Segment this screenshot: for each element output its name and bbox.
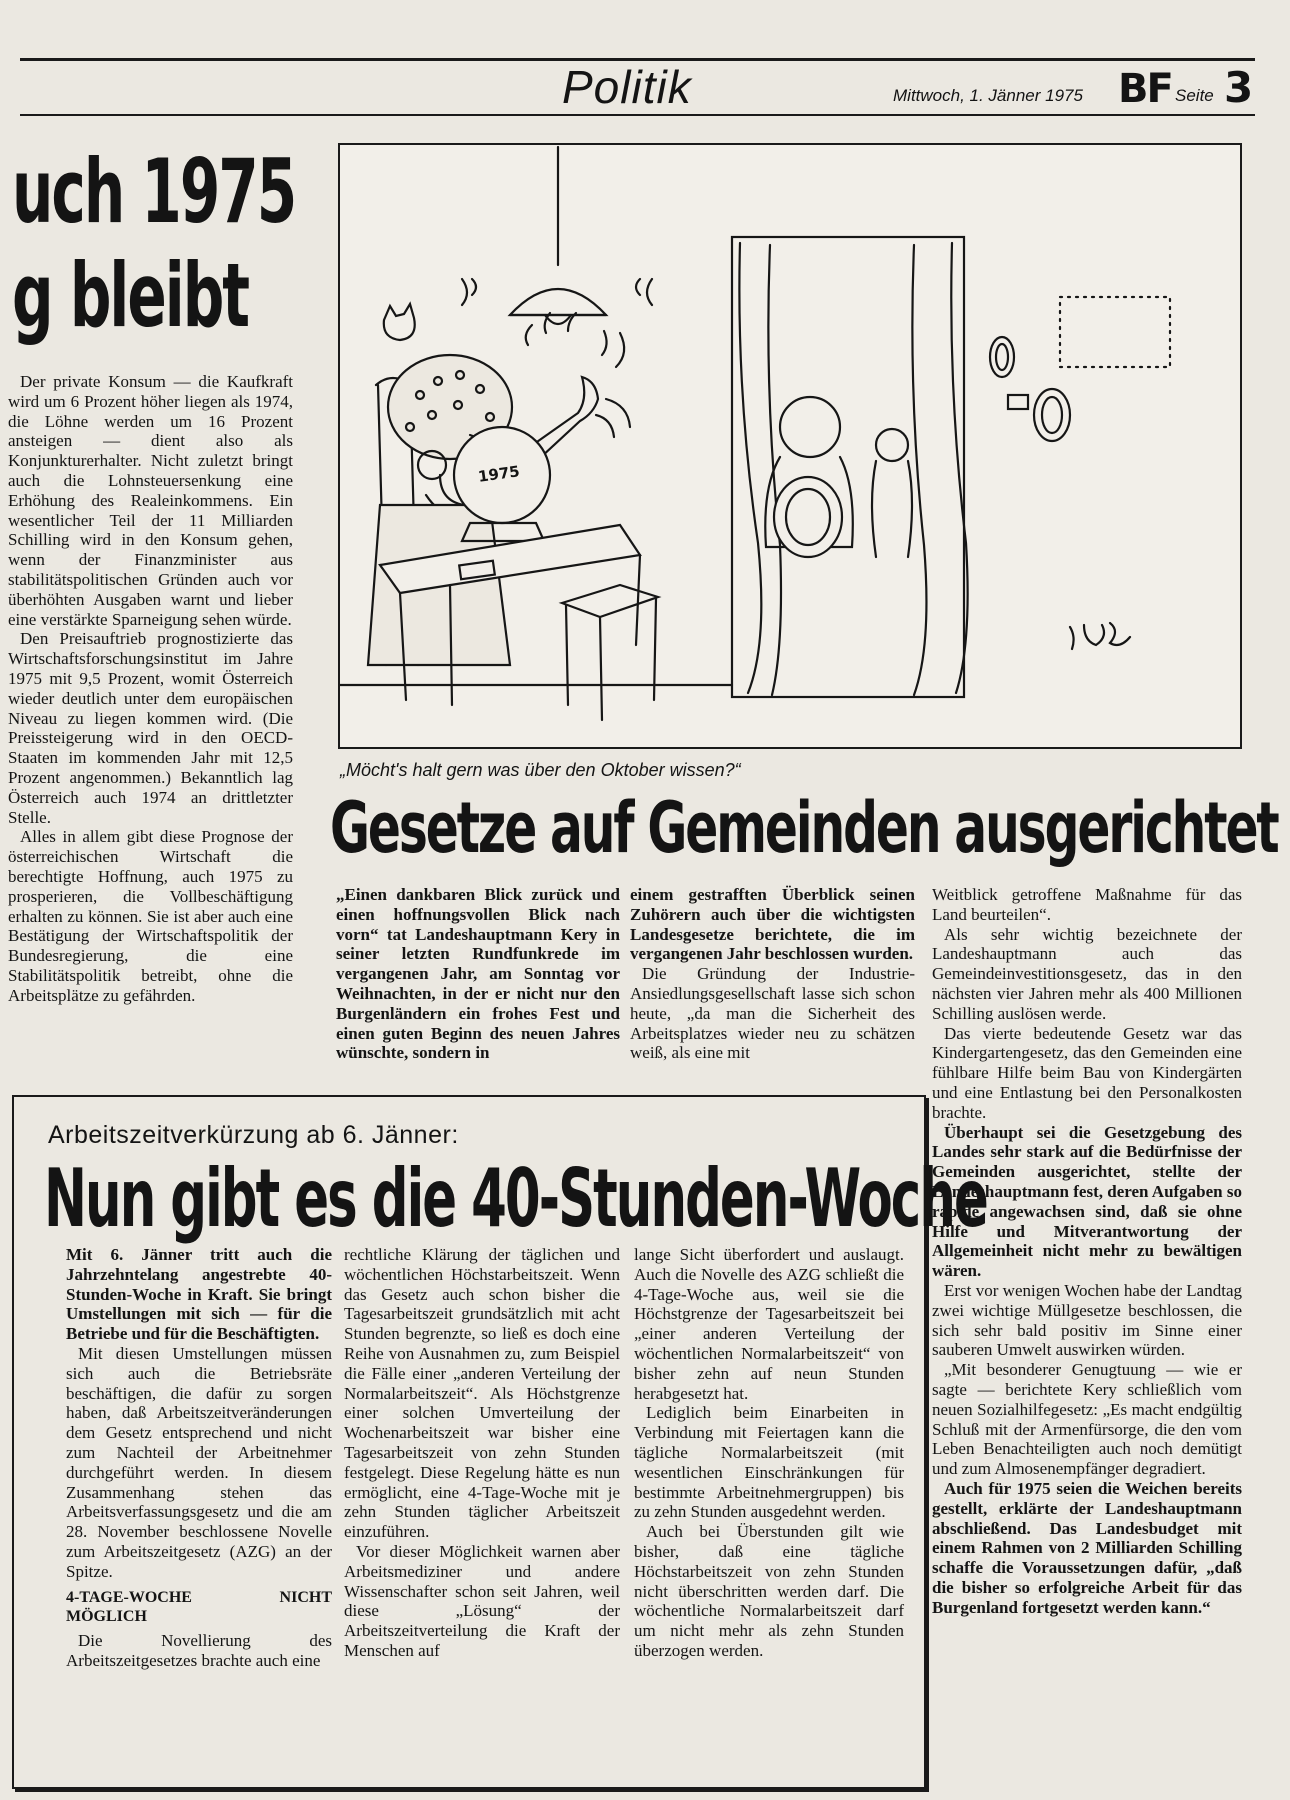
- gemeinden-column-2: [630, 885, 915, 1063]
- paragraph: „Einen dankbaren Blick zurück und einen hoffnungsvollen Blick nach vorn“ tat Landeshauptmann Kery in seiner letzten Rundfunkrede im vergangenen Jahr, am Sonntag vor Weihnachten, in der er nicht nur den Burgenländern ein frohes Fest und einen guten Beginn des neuen Jahres wünschte, sondern in: [336, 885, 620, 1063]
- crystal-ball-label: 1975: [476, 462, 521, 486]
- woche-column-3: [634, 1245, 904, 1661]
- paragraph: Erst vor wenigen Wochen habe der Landtag zwei wichtige Müllgesetze beschlossen, die sich sehr bald positiv im Sinne einer sauberen Umwelt auswirken würden.: [932, 1280, 1242, 1360]
- left-article: [0, 140, 300, 1080]
- issue-date: Mittwoch, 1. Jänner 1975: [893, 86, 1083, 105]
- paragraph: Alles in allem gibt diese Prognose der österreichischen Wirtschaft die berechtigte Hoffnung, auch 1975 zu prosperieren, die Vollbeschäftigung erhalten zu können. Sie ist aber auch eine Bestätigung der Wirtschaftspolitik der Bundesregierung, die eine Stabilitätspolitik betreibt, ohne die Arbeitsplätze zu gefährden.: [8, 827, 293, 1005]
- paragraph: Den Preisauftrieb prognostizierte das Wirtschaftsforschungsinstitut im Jahre 1975 mit 9,5 Prozent, womit Österreich wieder deutlich unter dem europäischen Niveau zu liegen kommen wird. (Die Preissteigerung wird in den OECD-Staaten im kommenden Jahr mit 12,5 Prozent angenommen.) Bekanntlich lag Österreich auch 1974 an drittletzter Stelle.: [8, 629, 293, 827]
- section-title: Politik: [562, 61, 692, 113]
- header-bottom-rule: [20, 114, 1255, 116]
- gemeinden-column-1: [336, 885, 620, 1063]
- paragraph: Auch bei Überstunden gilt wie bisher, daß eine tägliche Höchstarbeitszeit von zehn Stunden nicht überschritten werden darf. Die wöchentliche Normalarbeitszeit darf um nicht mehr als zehn Stunden überzogen werden.: [634, 1522, 904, 1660]
- paragraph: Der private Konsum — die Kaufkraft wird um 6 Prozent höher liegen als 1974, die Löhne werden um 16 Prozent ansteigen — dient also als Konjunkturerhalter. Nicht zuletzt bringt auch die Lohnsteuersenkung eine Erhöhung des Realeinkommens. Ein wesentlicher Teil der 11 Milliarden Schilling wird in den Konsum gehen, wenn der Finanzminister aus stabilitätspolitischen Gründen auch vor überhöhten Ausgaben warnt und lieber eine verstärkte Sparneigung sehen würde.: [8, 372, 293, 629]
- page-number: 3: [1224, 63, 1254, 112]
- page-label: Seite: [1175, 86, 1214, 105]
- paragraph: Vor dieser Möglichkeit warnen aber Arbeitsmediziner und andere Wissenschafter schon seit Jahren, weil diese „Lösung“ der Arbeitszeitverteilung die Kraft der Menschen auf: [344, 1541, 620, 1660]
- woche-headline: Nun gibt es die 40-Stunden-Woche: [44, 1152, 987, 1245]
- subheading: 4-TAGE-WOCHE NICHT MÖGLICH: [66, 1588, 332, 1626]
- paragraph: Mit 6. Jänner tritt auch die Jahrzehntelang angestrebte 40-Stunden-Woche in Kraft. Sie bringt Umstellungen mit sich — für die Betriebe und für die Beschäftigten.: [66, 1245, 332, 1344]
- woche-column-2: [344, 1245, 620, 1661]
- newspaper-logo: BF: [1118, 66, 1172, 112]
- left-headline-line1: uch 1975: [12, 140, 296, 243]
- paragraph: einem gestrafften Überblick seinen Zuhörern auch über die wichtigsten Landesgesetze berichtete, die im vergangenen Jahr beschlossen wurden.: [630, 885, 915, 964]
- woche-kicker: Arbeitszeitverkürzung ab 6. Jänner:: [48, 1121, 459, 1149]
- paragraph: Die Novellierung des Arbeitszeitgesetzes brachte auch eine: [66, 1631, 332, 1670]
- paragraph: Überhaupt sei die Gesetzgebung des Landes sehr stark auf die Bedürfnisse der Gemeinden ausgerichtet, stellte der Landeshauptmann fest, deren Aufgaben so rapide angewachsen sind, daß sie ohne Hilfe und Mitverantwortung der Allgemeinheit nicht mehr zu bewältigen wären.: [932, 1122, 1243, 1281]
- woche-article-box: [12, 1095, 987, 1789]
- left-article-body: [8, 372, 293, 1006]
- paragraph: lange Sicht überfordert und auslaugt. Auch die Novelle des AZG schließt die 4-Tage-Woche aus, weil sie die Höchstgrenze der Tagesarbeitszeit bei „einer anderen Verteilung der wöchentlichen Normalarbeitszeit“ von bisher zehn auf neun Stunden herabgesetzt hat.: [634, 1245, 904, 1403]
- paragraph: Als sehr wichtig bezeichnete der Landeshauptmann auch das Gemeindeinvestitionsgesetz, das in den nächsten vier Jahren mehr als 400 Millionen Schilling auslösen werde.: [932, 924, 1242, 1023]
- paragraph: Lediglich beim Einarbeiten in Verbindung mit Feiertagen kann die tägliche Normalarbeitszeit (mit wesentlichen Einschränkungen für bestimmte Arbeitnehmergruppen) bis zu zehn Stunden ausgedehnt werden.: [634, 1403, 904, 1522]
- paragraph: Mit diesen Umstellungen müssen sich auch die Betriebsräte beschäftigen, die dafür zu sorgen haben, daß Arbeitszeitveränderungen dem Gesetz entsprechend und nicht zum Nachteil der Arbeitnehmer durchgeführt werden. In diesem Zusammenhang stehen das Arbeitsverfassungsgesetz und die am 28. November beschlossene Novelle zum Arbeitszeitgesetz (AZG) an der Spitze.: [66, 1343, 332, 1581]
- paragraph: Das vierte bedeutende Gesetz war das Kindergartengesetz, das den Gemeinden eine fühlbare Hilfe beim Bau von Kindergärten und eine Entlastung bei den Personalkosten brachte.: [932, 1023, 1242, 1122]
- paragraph: Die Gründung der Industrie-Ansiedlungsgesellschaft lasse sich schon heute, „da man die Sicherheit des Arbeitsplatzes wieder neu zu schätzen weiß, als eine mit: [630, 964, 915, 1063]
- paragraph: „Mit besonderer Genugtuung — wie er sagte — berichtete Kery schließlich vom neuen Sozialhilfegesetz: „Es macht endgültig Schluß mit der Armenfürsorge, die den vom Leben Benachteiligten auch noch demütigt und zum Almosenempfänger degradiert.: [932, 1360, 1242, 1479]
- gemeinden-headline: Gesetze auf Gemeinden ausgerichtet: [330, 787, 1278, 869]
- paragraph: Auch für 1975 seien die Weichen bereits gestellt, erklärte der Landeshauptmann abschließend. Das Landesbudget mit einem Rahmen von 2 Milliarden Schilling schaffe die Voraussetzungen dafür, „daß die bisher so erfolgreiche Arbeit für das Burgenland fortgesetzt werden kann.“: [932, 1478, 1242, 1617]
- cartoon-illustration: [340, 145, 1240, 747]
- cartoon-caption: „Möcht's halt gern was über den Oktober wissen?“: [340, 760, 741, 780]
- cartoon-frame: [338, 143, 1242, 749]
- left-headline-line2: g bleibt: [12, 244, 249, 347]
- paragraph: Weitblick getroffene Maßnahme für das Land beurteilen“.: [932, 885, 1242, 924]
- gemeinden-column-3: [932, 885, 1242, 1617]
- paragraph: rechtliche Klärung der täglichen und wöchentlichen Höchstarbeitszeit. Wenn das Gesetz auch schon bisher die Tagesarbeitszeit grundsätzlich mit acht Stunden begrenzte, so ließ es doch eine Reihe von Ausnahmen zu, zum Beispiel die Fälle einer „anderen Verteilung der Normalarbeitszeit“. Als Höchstgrenze einer solchen Umverteilung der Wochenarbeitszeit war bisher eine Tagesarbeitszeit von zehn Stunden festgelegt. Diese Regelung hätte es nun ermöglicht, eine 4-Tage-Woche mit je zehn Stunden täglicher Arbeitszeit einzuführen.: [344, 1245, 620, 1542]
- woche-column-1: [66, 1245, 332, 1671]
